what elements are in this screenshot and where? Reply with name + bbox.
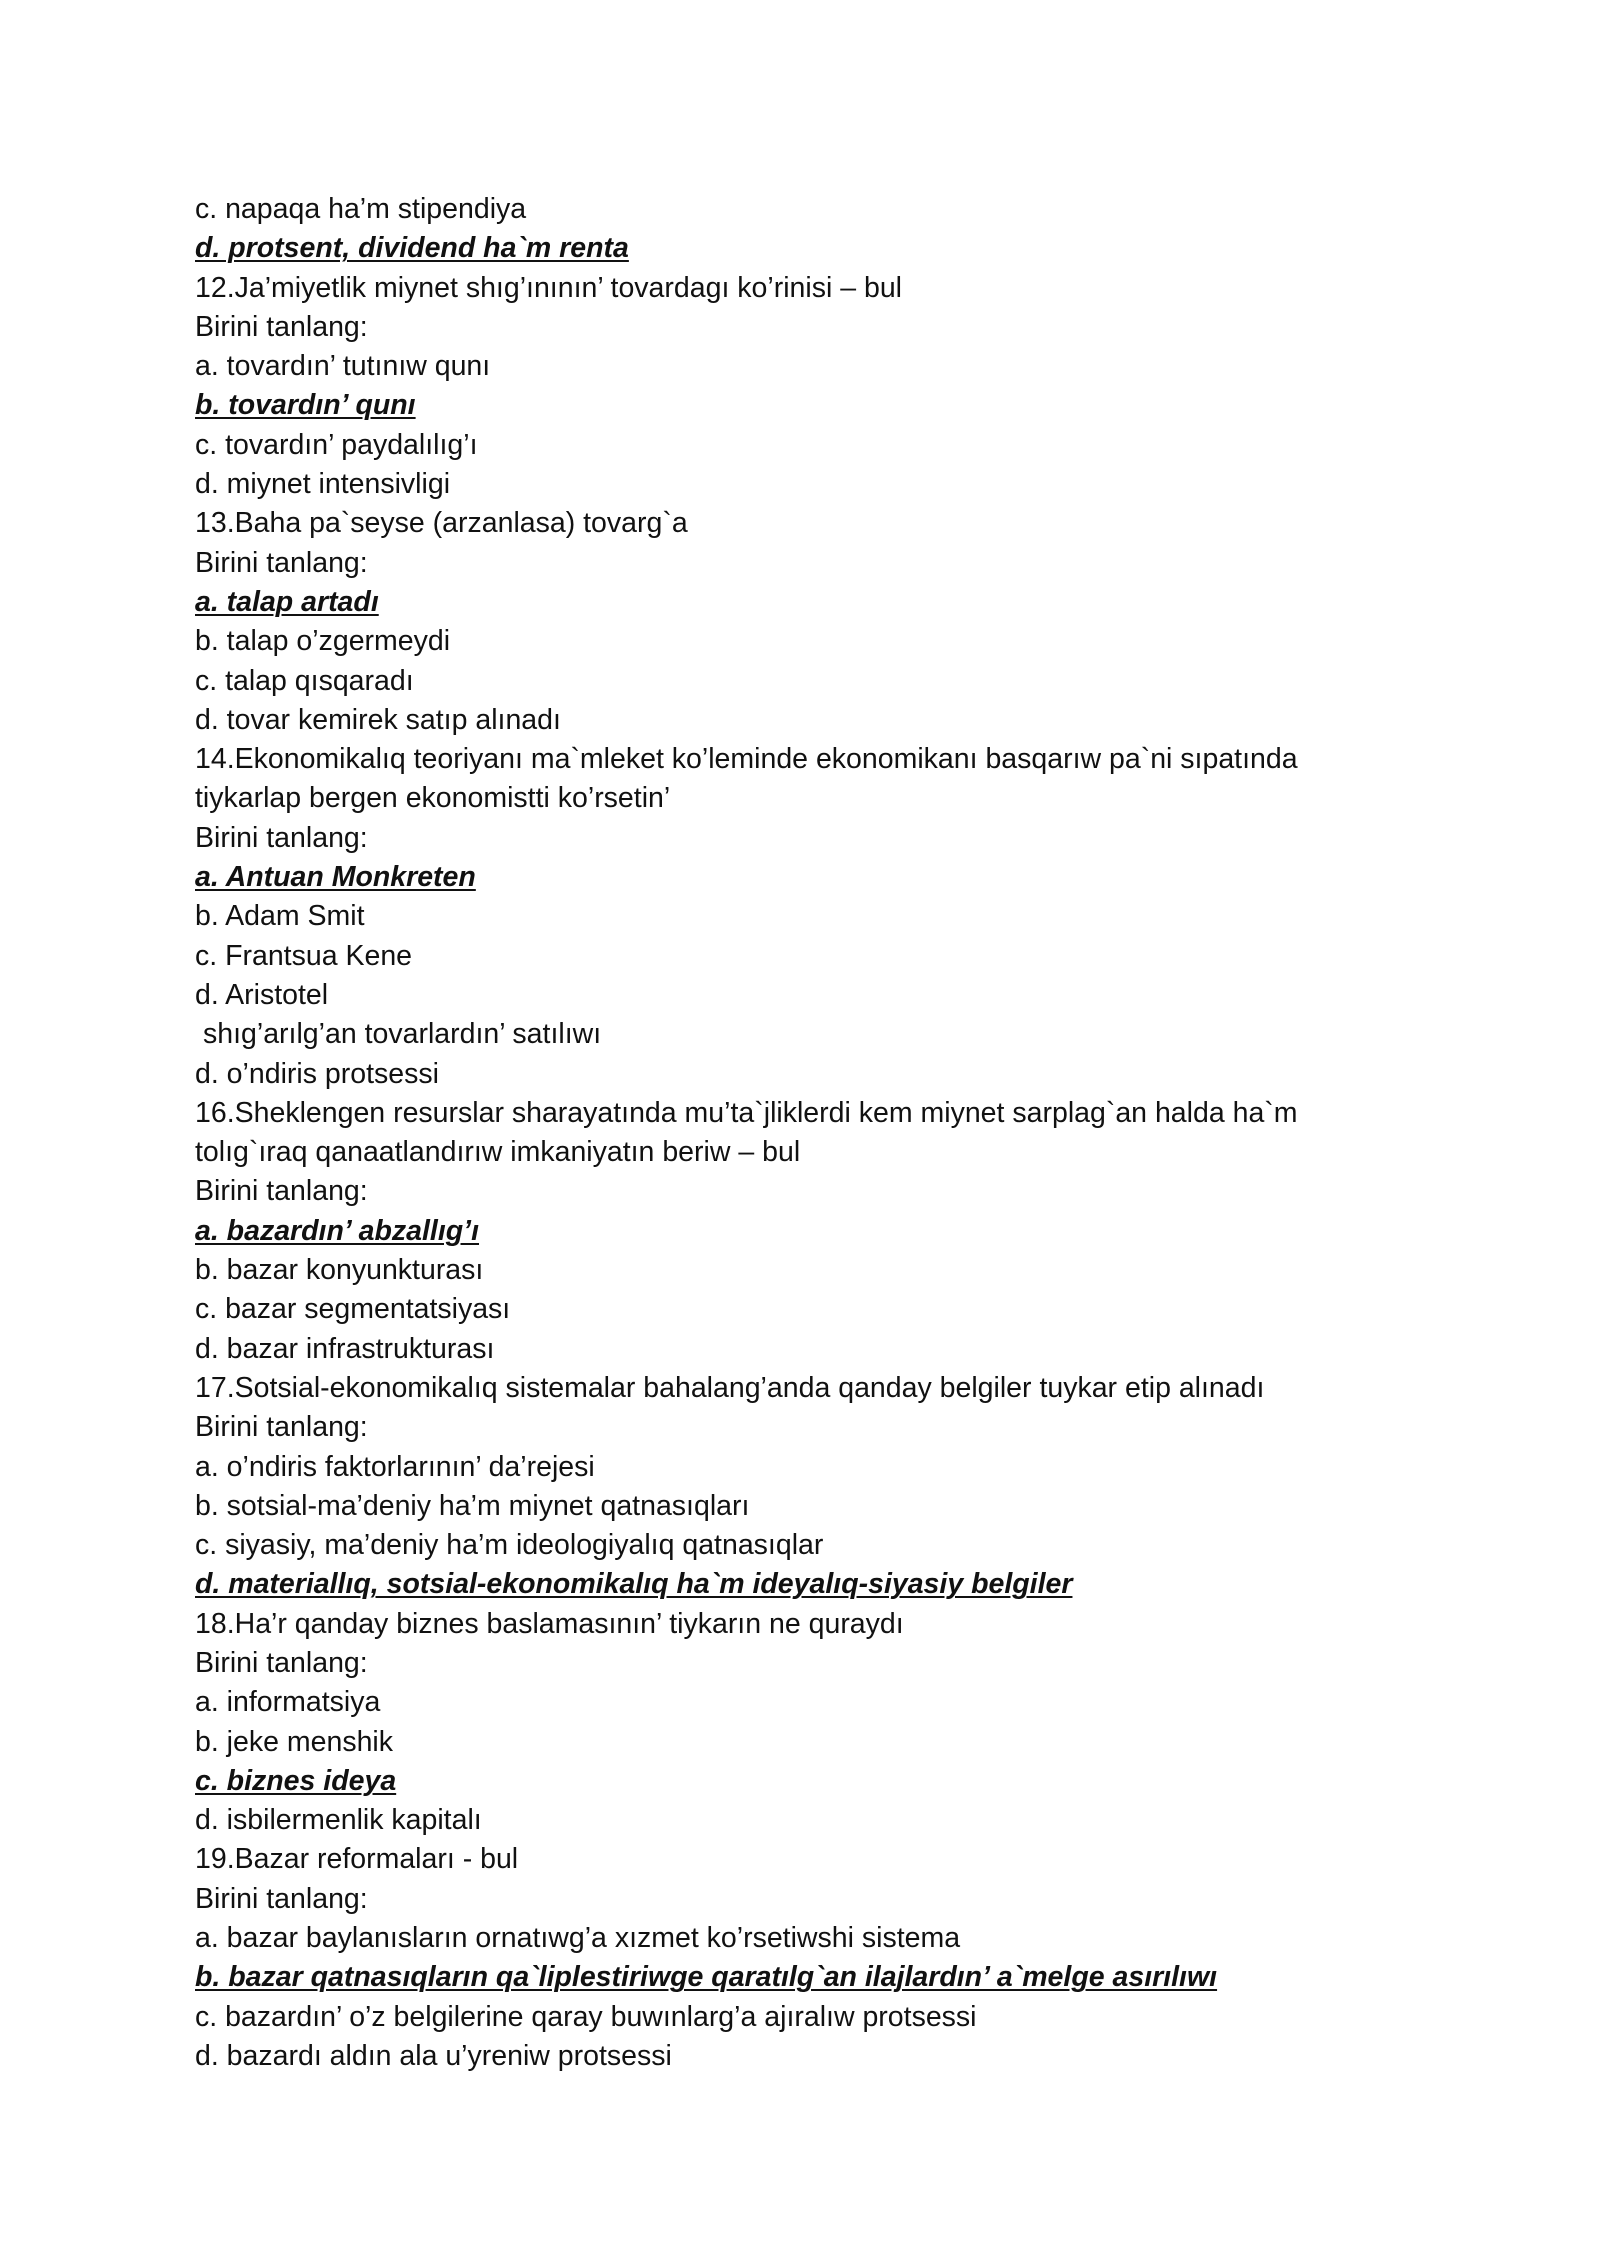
- option-line: d. miynet intensivligi: [195, 468, 451, 501]
- correct-answer-line: d. materiallıq, sotsial-ekonomikalıq ha`m ideyalıq-siyasiy belgiler: [195, 1568, 1073, 1601]
- question-line: 19.Bazar reformaları - bul: [195, 1843, 519, 1876]
- question-line: tolıg`ıraq qanaatlandırıw imkaniyatın beriw – bul: [195, 1136, 801, 1169]
- question-line: 17.Sotsial-ekonomikalıq sistemalar bahalang’anda qanday belgiler tuykar etip alınadı: [195, 1371, 1265, 1404]
- correct-answer-line: b. tovardın’ qunı: [195, 389, 416, 422]
- question-line: 14.Ekonomikalıq teoriyanı ma`mleket ko’leminde ekonomikanı basqarıw pa`ni sıpatında: [195, 743, 1298, 776]
- option-line: c. tovardın’ paydalılıg’ı: [195, 428, 478, 461]
- question-line: tiykarlap bergen ekonomistti ko’rsetin’: [195, 782, 671, 815]
- question-line: 13.Baha pa`seyse (arzanlasa) tovarg`a: [195, 507, 688, 540]
- option-line: a. bazar baylanısların ornatıwg’a xızmet ko’rsetiwshi sistema: [195, 1922, 961, 1955]
- option-line: c. Frantsua Kene: [195, 939, 413, 972]
- correct-answer-line: a. bazardın’ abzallıg’ı: [195, 1214, 480, 1247]
- option-line: d. bazar infrastrukturası: [195, 1332, 495, 1365]
- option-line: c. siyasiy, ma’deniy ha’m ideologiyalıq qatnasıqlar: [195, 1529, 824, 1562]
- option-line: b. Adam Smit: [195, 900, 365, 933]
- option-line: c. napaqa ha’m stipendiya: [195, 193, 527, 225]
- fragment-line: shıg’arılg’an tovarlardın’ satılıwı: [203, 1018, 602, 1051]
- question-line: 12.Ja’miyetlik miynet shıg’ınının’ tovardagı ko’rinisi – bul: [195, 271, 903, 304]
- option-line: b. bazar konyunkturası: [195, 1254, 484, 1287]
- option-line: c. bazar segmentatsiyası: [195, 1293, 511, 1326]
- option-line: a. o’ndiris faktorlarının’ da’rejesi: [195, 1450, 595, 1483]
- option-line: d. o’ndiris protsessi: [195, 1057, 439, 1090]
- prompt-line: Birini tanlang:: [195, 1882, 368, 1915]
- option-line: c. talap qısqaradı: [195, 664, 414, 697]
- prompt-line: Birini tanlang:: [195, 821, 368, 854]
- option-line: d. tovar kemirek satıp alınadı: [195, 703, 561, 736]
- option-line: a. informatsiya: [195, 1686, 381, 1719]
- correct-answer-line: d. protsent, dividend ha`m renta: [195, 232, 629, 265]
- document-page: [195, 190, 1435, 2076]
- correct-answer-line: a. Antuan Monkreten: [195, 861, 476, 894]
- prompt-line: Birini tanlang:: [195, 1646, 368, 1679]
- prompt-line: Birini tanlang:: [195, 1175, 368, 1208]
- option-line: b. sotsial-ma’deniy ha’m miynet qatnasıqları: [195, 1489, 750, 1522]
- option-line: c. bazardın’ o’z belgilerine qaray buwınlarg’a ajıralıw protsessi: [195, 2000, 977, 2033]
- correct-answer-line: b. bazar qatnasıqların qa`liplestiriwge qaratılg`an ilajlardın’ a`melge asırılıwı: [195, 1961, 1218, 1994]
- prompt-line: Birini tanlang:: [195, 546, 368, 579]
- question-line: 16.Sheklengen resurslar sharayatında mu’ta`jliklerdi kem miynet sarplag`an halda ha`m: [195, 1096, 1298, 1129]
- option-line: d. Aristotel: [195, 978, 329, 1011]
- question-line: 18.Ha’r qanday biznes baslamasının’ tiykarın ne quraydı: [195, 1607, 904, 1640]
- prompt-line: Birini tanlang:: [195, 1411, 368, 1444]
- option-line: b. jeke menshik: [195, 1725, 394, 1758]
- option-line: a. tovardın’ tutınıw qunı: [195, 350, 491, 383]
- option-line: d. bazardı aldın ala u’yreniw protsessi: [195, 2039, 672, 2072]
- correct-answer-line: a. talap artadı: [195, 585, 379, 618]
- option-line: d. isbilermenlik kapitalı: [195, 1804, 482, 1837]
- option-line: b. talap o’zgermeydi: [195, 625, 451, 658]
- correct-answer-line: c. biznes ideya: [195, 1764, 397, 1797]
- prompt-line: Birini tanlang:: [195, 310, 368, 343]
